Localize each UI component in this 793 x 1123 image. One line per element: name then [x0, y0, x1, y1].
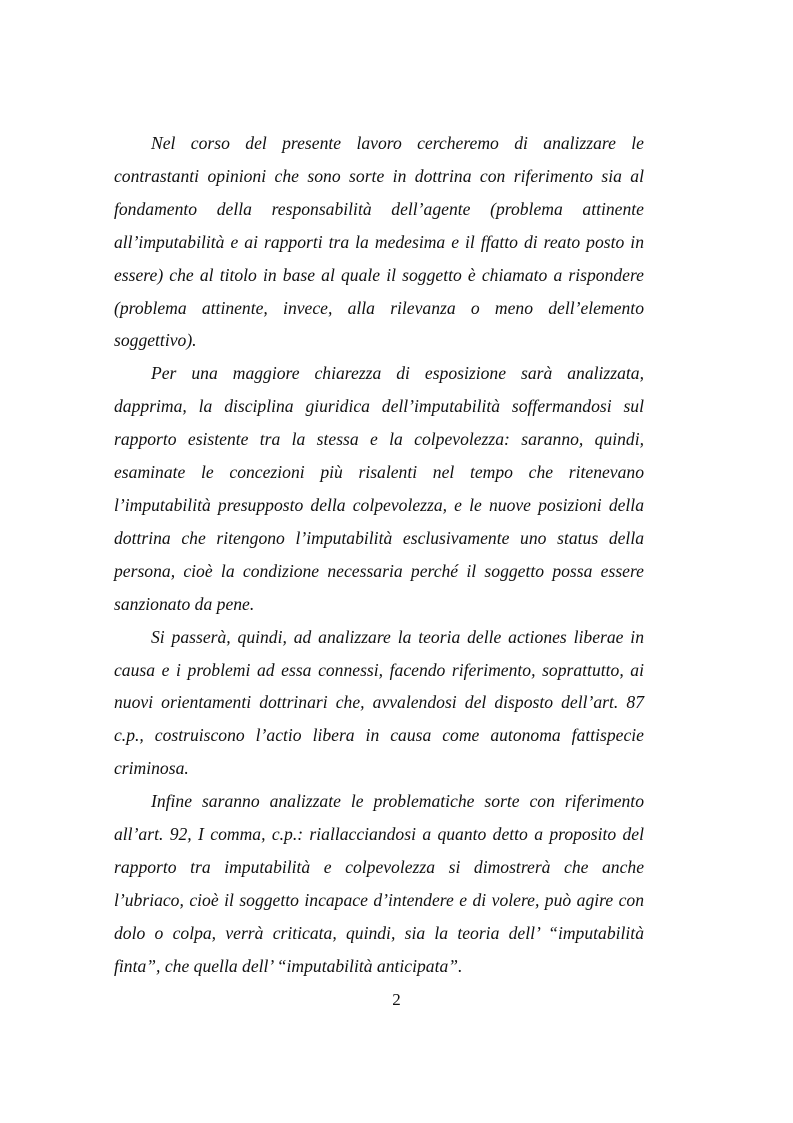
paragraph-2: Per una maggiore chiarezza di esposizione sarà analizzata, dapprima, la disciplina giuridica dell’imputabilità soffermandosi sul rapporto esistente tra la stessa e la colpevolezza: saranno, quindi, esaminate le concezioni più risalenti nel tempo che ritenevano l’imputabilità presupposto della colpevolezza, e le nuove posizioni della dottrina che ritengono l’imputabilità esclusivamente uno status della persona, cioè la condizione necessaria perché il soggetto possa essere sanzionato da pene. [114, 363, 644, 614]
paragraph-1: Nel corso del presente lavoro cercheremo di analizzare le contrastanti opinioni che sono sorte in dottrina con riferimento sia al fondamento della responsabilità dell’agente (problema attinente all’imputabilità e ai rapporti tra la medesima e il ffatto di reato posto in essere) che al titolo in base al quale il soggetto è chiamato a rispondere (problema attinente, invece, alla rilevanza o meno dell’elemento soggettivo). [114, 133, 644, 351]
paragraph-3: Si passerà, quindi, ad analizzare la teoria delle actiones liberae in causa e i problemi ad essa connessi, facendo riferimento, soprattutto, ai nuovi orientamenti dottrinari che, avvalendosi del disposto dell’art. 87 c.p., costruiscono l’actio libera in causa come autonoma fattispecie criminosa. [114, 626, 644, 779]
body-text [114, 127, 644, 983]
page-number: 2 [392, 990, 401, 1009]
paragraph-4: Infine saranno analizzate le problematiche sorte con riferimento all’art. 92, I comma, c.p.: riallacciandosi a quanto detto a proposito del rapporto tra imputabilità e colpevolezza si dimostrerà che anche l’ubriaco, cioè il soggetto incapace d’intendere e di volere, può agire con dolo o colpa, verrà criticata, quindi, sia la teoria dell’ “imputabilità finta”, che quella dell’ “imputabilità anticipata”. [114, 791, 644, 976]
